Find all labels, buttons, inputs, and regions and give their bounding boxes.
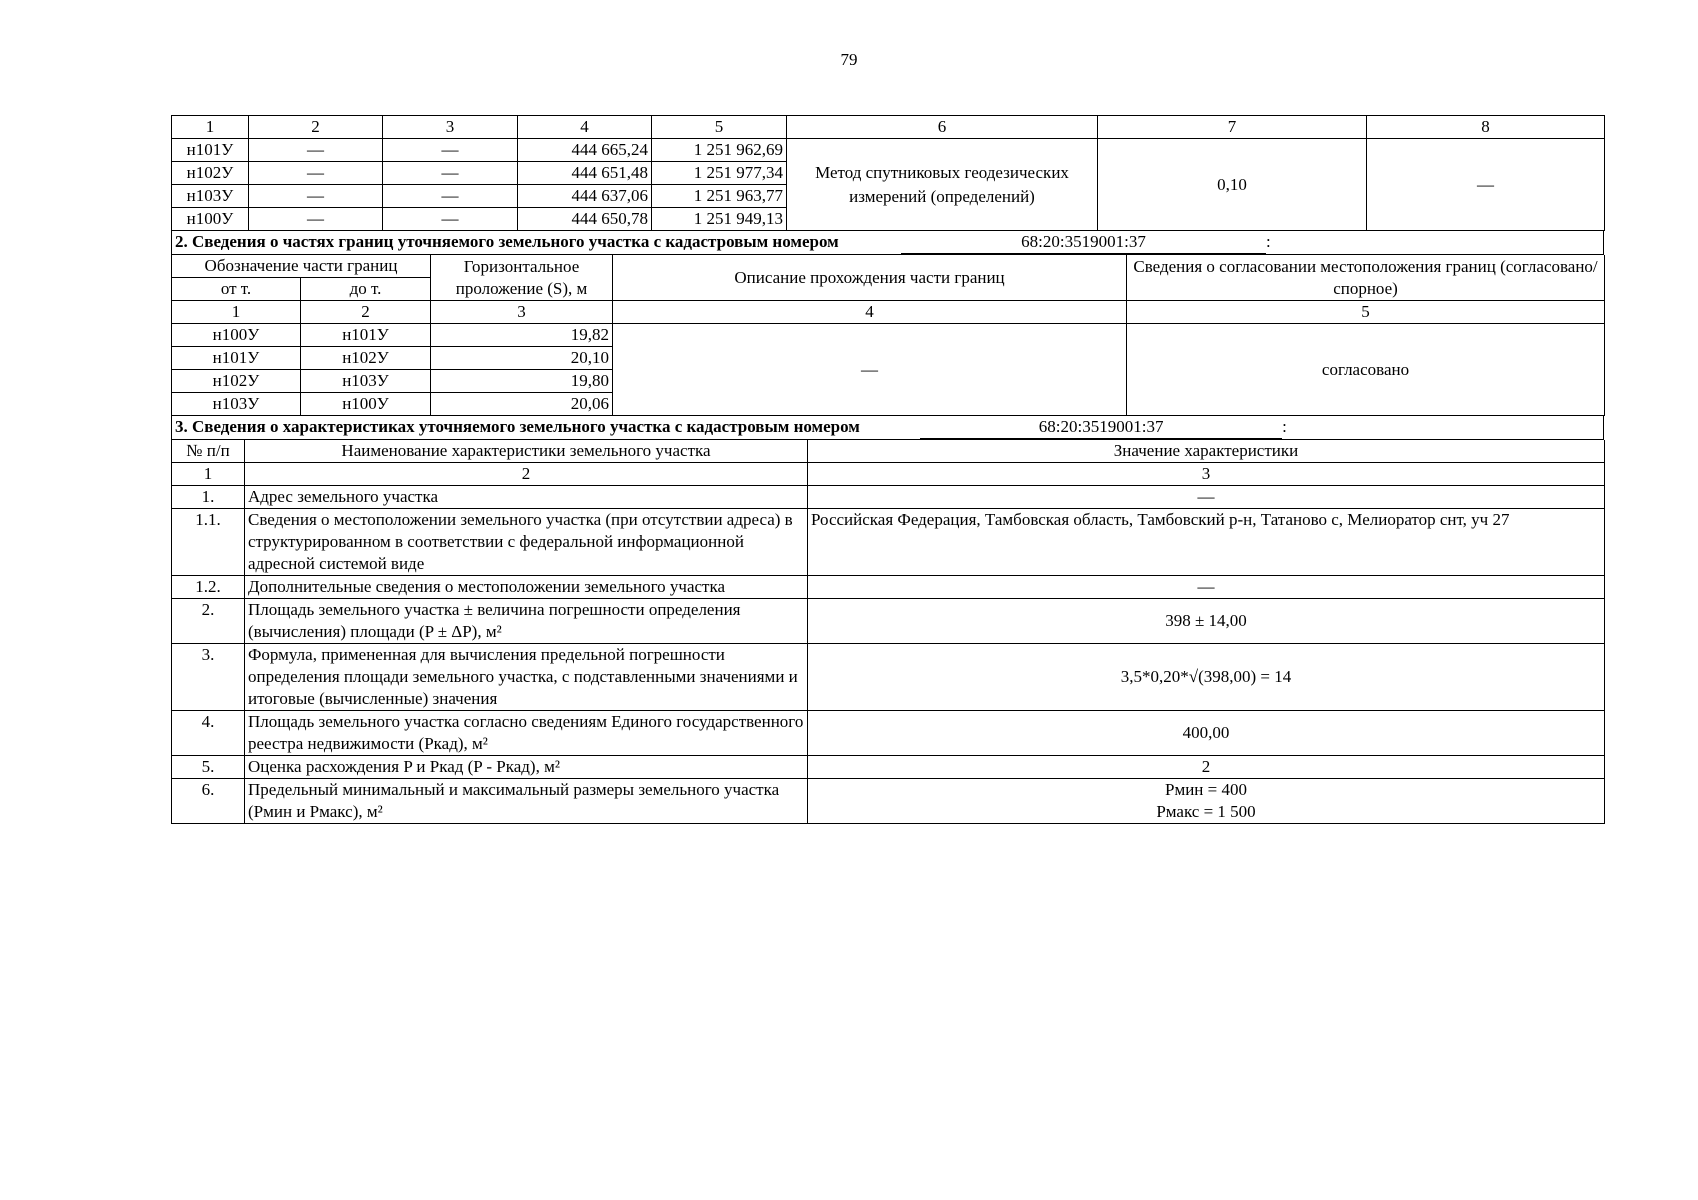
row-number: 5. bbox=[172, 756, 245, 779]
col-number: 7 bbox=[1098, 116, 1367, 139]
characteristic-value: 398 ± 14,00 bbox=[808, 599, 1605, 644]
table-row bbox=[172, 779, 1605, 824]
cell-value: — bbox=[383, 139, 518, 162]
header-part: Обозначение части границ bbox=[172, 255, 431, 278]
row-number: 1.1. bbox=[172, 509, 245, 576]
characteristic-name: Площадь земельного участка согласно сведениям Единого государственного реестра недвижимости (Pкад), м² bbox=[245, 711, 808, 756]
characteristic-name: Оценка расхождения P и Pкад (P - Pкад), м² bbox=[245, 756, 808, 779]
section3-colon: : bbox=[1282, 417, 1287, 436]
section3-cadastral-number: 68:20:3519001:37 bbox=[920, 416, 1282, 439]
max-area-value: Pмакс = 1 500 bbox=[1156, 802, 1256, 821]
table-row bbox=[172, 576, 1605, 599]
agreement-cell: согласовано bbox=[1127, 324, 1605, 416]
header-description: Описание прохождения части границ bbox=[613, 255, 1127, 301]
to-point: н101У bbox=[301, 324, 431, 347]
coord-x: 444 637,06 bbox=[518, 185, 652, 208]
cell-value: — bbox=[383, 185, 518, 208]
min-area-value: Pмин = 400 bbox=[1165, 780, 1247, 799]
boundary-header-row bbox=[172, 255, 1605, 278]
from-point: н102У bbox=[172, 370, 301, 393]
length-value: 19,82 bbox=[431, 324, 613, 347]
characteristics-numbers-row bbox=[172, 463, 1605, 486]
coordinates-table bbox=[171, 115, 1605, 231]
row-number: 6. bbox=[172, 779, 245, 824]
col-number: 5 bbox=[652, 116, 787, 139]
coord-x: 444 650,78 bbox=[518, 208, 652, 231]
characteristic-name: Адрес земельного участка bbox=[245, 486, 808, 509]
characteristic-name: Сведения о местоположении земельного участка (при отсутствии адреса) в структурированном в соответствии с федеральной информационной адресной системой виде bbox=[245, 509, 808, 576]
from-point: н103У bbox=[172, 393, 301, 416]
point-name: н102У bbox=[172, 162, 249, 185]
coord-x: 444 651,48 bbox=[518, 162, 652, 185]
boundary-parts-table bbox=[171, 255, 1605, 416]
header-num: № п/п bbox=[172, 440, 245, 463]
characteristic-value: 3,5*0,20*√(398,00) = 14 bbox=[808, 644, 1605, 711]
characteristic-name: Площадь земельного участка ± величина погрешности определения (вычисления) площади (P ± ΔP), м² bbox=[245, 599, 808, 644]
col-number: 1 bbox=[172, 301, 301, 324]
from-point: н101У bbox=[172, 347, 301, 370]
col-number: 3 bbox=[808, 463, 1605, 486]
description-cell: — bbox=[613, 324, 1127, 416]
page-number: 79 bbox=[840, 50, 858, 69]
table-row bbox=[172, 756, 1605, 779]
section2-title-row bbox=[171, 231, 1604, 255]
coord-x: 444 665,24 bbox=[518, 139, 652, 162]
col-number: 4 bbox=[613, 301, 1127, 324]
coord-y: 1 251 949,13 bbox=[652, 208, 787, 231]
characteristic-name: Дополнительные сведения о местоположении земельного участка bbox=[245, 576, 808, 599]
col-number: 2 bbox=[249, 116, 383, 139]
col-number: 2 bbox=[301, 301, 431, 324]
table-row bbox=[172, 509, 1605, 576]
precision-cell: 0,10 bbox=[1098, 139, 1367, 231]
col-number: 4 bbox=[518, 116, 652, 139]
col-number: 1 bbox=[172, 463, 245, 486]
section3-title: 3. Сведения о характеристиках уточняемого земельного участка с кадастровым номером bbox=[175, 417, 860, 436]
col-number: 8 bbox=[1367, 116, 1605, 139]
coordinates-header-row bbox=[172, 116, 1605, 139]
characteristic-value: — bbox=[808, 576, 1605, 599]
row-number: 1.2. bbox=[172, 576, 245, 599]
section2-cadastral-number: 68:20:3519001:37 bbox=[901, 231, 1266, 254]
method-cell: Метод спутниковых геодезических измерений (определений) bbox=[787, 139, 1098, 231]
header-agreement: Сведения о согласовании местоположения границ (согласовано/спорное) bbox=[1127, 255, 1605, 301]
coord-y: 1 251 977,34 bbox=[652, 162, 787, 185]
table-row bbox=[172, 711, 1605, 756]
characteristic-name: Предельный минимальный и максимальный размеры земельного участка (Pмин и Pмакс), м² bbox=[245, 779, 808, 824]
table-row bbox=[172, 644, 1605, 711]
length-value: 19,80 bbox=[431, 370, 613, 393]
point-name: н101У bbox=[172, 139, 249, 162]
characteristics-header-row bbox=[172, 440, 1605, 463]
row-number: 2. bbox=[172, 599, 245, 644]
table-row bbox=[172, 139, 1605, 162]
to-point: н102У bbox=[301, 347, 431, 370]
col-number: 6 bbox=[787, 116, 1098, 139]
col-number: 2 bbox=[245, 463, 808, 486]
cell-value: — bbox=[249, 208, 383, 231]
to-point: н103У bbox=[301, 370, 431, 393]
header-name: Наименование характеристики земельного участка bbox=[245, 440, 808, 463]
characteristic-value: 400,00 bbox=[808, 711, 1605, 756]
coord-y: 1 251 963,77 bbox=[652, 185, 787, 208]
characteristic-value: Российская Федерация, Тамбовская область, Тамбовский р-н, Татаново с, Мелиоратор снт, уч 27 bbox=[808, 509, 1605, 576]
cell-value: — bbox=[383, 208, 518, 231]
header-value: Значение характеристики bbox=[808, 440, 1605, 463]
col-number: 5 bbox=[1127, 301, 1605, 324]
point-name: н100У bbox=[172, 208, 249, 231]
section3-title-row bbox=[171, 416, 1604, 440]
table-row bbox=[172, 599, 1605, 644]
row-number: 1. bbox=[172, 486, 245, 509]
from-point: н100У bbox=[172, 324, 301, 347]
cell-value: — bbox=[249, 139, 383, 162]
col-number: 3 bbox=[383, 116, 518, 139]
row-number: 3. bbox=[172, 644, 245, 711]
boundary-numbers-row bbox=[172, 301, 1605, 324]
coord-y: 1 251 962,69 bbox=[652, 139, 787, 162]
document-body bbox=[171, 115, 1604, 824]
table-row bbox=[172, 486, 1605, 509]
col-number: 3 bbox=[431, 301, 613, 324]
row-number: 4. bbox=[172, 711, 245, 756]
section2-title: 2. Сведения о частях границ уточняемого земельного участка с кадастровым номером bbox=[175, 232, 839, 251]
header-from: от т. bbox=[172, 278, 301, 301]
header-length: Горизонтальное проложение (S), м bbox=[431, 255, 613, 301]
characteristic-name: Формула, примененная для вычисления предельной погрешности определения площади земельного участка, с подставленными значениями и итоговые (вычисленные) значения bbox=[245, 644, 808, 711]
point-name: н103У bbox=[172, 185, 249, 208]
header-to: до т. bbox=[301, 278, 431, 301]
to-point: н100У bbox=[301, 393, 431, 416]
section2-colon: : bbox=[1266, 232, 1271, 251]
length-value: 20,06 bbox=[431, 393, 613, 416]
cell-value: — bbox=[249, 185, 383, 208]
col-number: 1 bbox=[172, 116, 249, 139]
col8-cell: — bbox=[1367, 139, 1605, 231]
length-value: 20,10 bbox=[431, 347, 613, 370]
characteristic-value: — bbox=[808, 486, 1605, 509]
characteristic-value: 2 bbox=[808, 756, 1605, 779]
table-row bbox=[172, 324, 1605, 347]
characteristics-table bbox=[171, 440, 1605, 824]
cell-value: — bbox=[383, 162, 518, 185]
cell-value: — bbox=[249, 162, 383, 185]
